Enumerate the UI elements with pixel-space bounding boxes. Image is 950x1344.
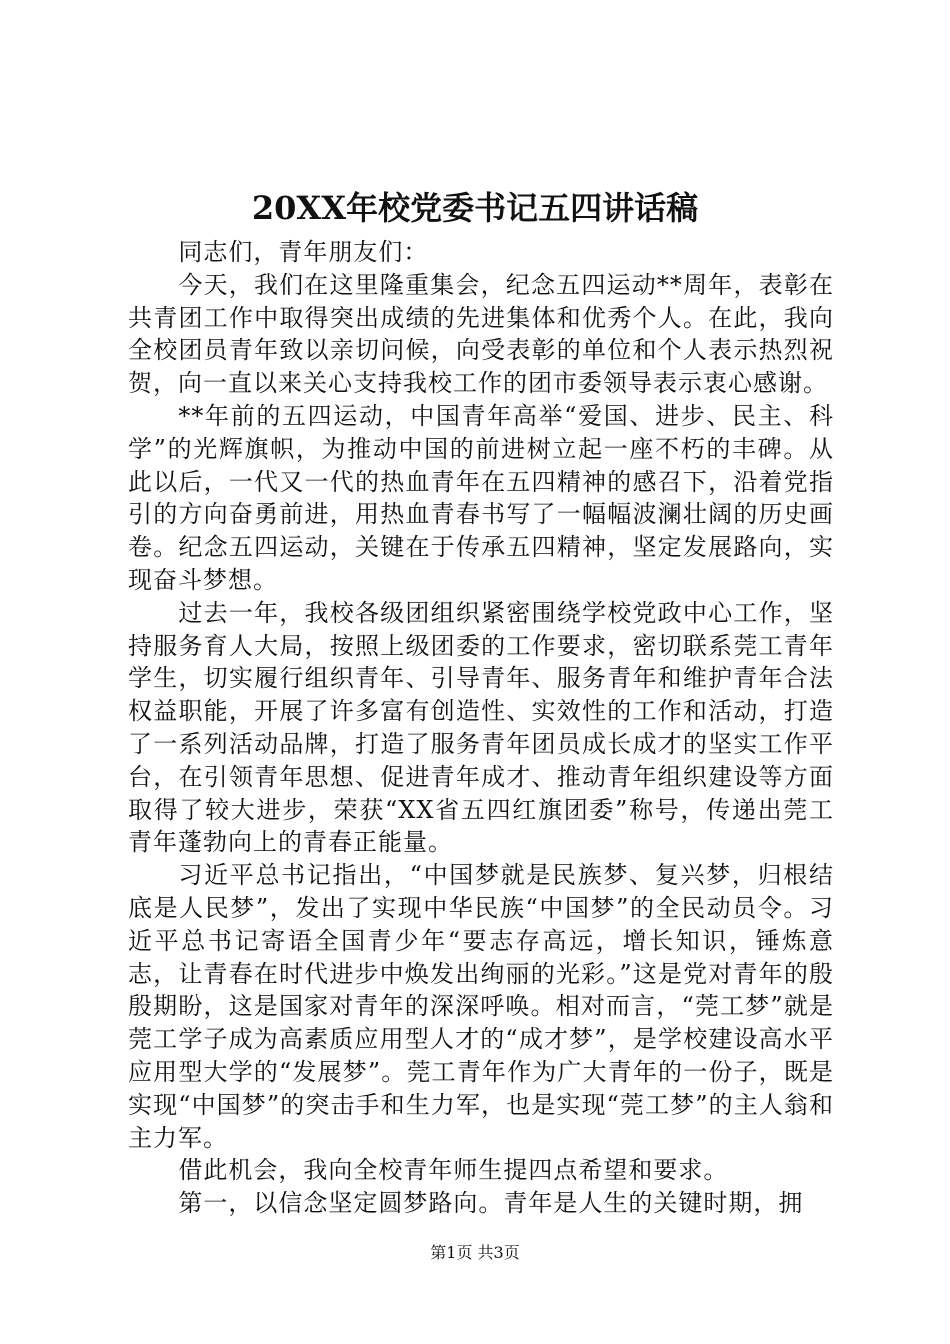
body-paragraph: 今天，我们在这里隆重集会，纪念五四运动**周年，表彰在共青团工作中取得突出成绩的先进集体和优秀个人。在此，我向全校团员青年致以亲切问候，向受表彰的单位和个人表示热烈祝贺，向一直以来关心支持我校工作的团市委领导表示衷心感谢。 bbox=[128, 270, 834, 398]
body-paragraph: 第一，以信念坚定圆梦路向。青年是人生的关键时期，拥 bbox=[178, 1189, 804, 1218]
document-body bbox=[128, 236, 834, 1220]
body-paragraph: **年前的五四运动，中国青年高举“爱国、进步、民主、科学”的光辉旗帜，为推动中国的前进树立起一座不朽的丰碑。从此以后，一代又一代的热血青年在五四精神的感召下，沿着党指引的方向奋勇前进，用热血青春书写了一幅幅波澜壮阔的历史画卷。纪念五四运动，关键在于传承五四精神，坚定发展路向，实现奋斗梦想。 bbox=[128, 401, 834, 594]
body-paragraph: 过去一年，我校各级团组织紧密围绕学校党政中心工作，坚持服务育人大局，按照上级团委的工作要求，密切联系莞工青年学生，切实履行组织青年、引导青年、服务青年和维护青年合法权益职能，开展了许多富有创造性、实效性的工作和活动，打造了一系列活动品牌，打造了服务青年团员成长成才的坚实工作平台，在引领青年思想、促进青年成才、推动青年组织建设等方面取得了较大进步，荣获“XX省五四红旗团委”称号，传递出莞工青年蓬勃向上的青春正能量。 bbox=[128, 598, 834, 857]
body-paragraph: 习近平总书记指出，“中国梦就是民族梦、复兴梦，归根结底是人民梦”，发出了实现中华民族“中国梦”的全民动员令。习近平总书记寄语全国青少年“要志存高远，增长知识，锤炼意志，让青春在时代进步中焕发出绚丽的光彩。”这是党对青年的殷殷期盼，这是国家对青年的深深呼唤。相对而言，“莞工梦”就是莞工学子成为高素质应用型人才的“成才梦”，是学校建设高水平应用型大学的“发展梦”。莞工青年作为广大青年的一份子，既是实现“中国梦”的突击手和生力军，也是实现“莞工梦”的主人翁和主力军。 bbox=[128, 861, 834, 1152]
body-paragraph: 借此机会，我向全校青年师生提四点希望和要求。 bbox=[178, 1156, 729, 1185]
page-number-footer: 第1页 共3页 bbox=[430, 1243, 520, 1262]
salutation-paragraph: 同志们，青年朋友们： bbox=[178, 238, 429, 266]
document-title: 20XX年校党委书记五四讲话稿 bbox=[251, 189, 699, 227]
